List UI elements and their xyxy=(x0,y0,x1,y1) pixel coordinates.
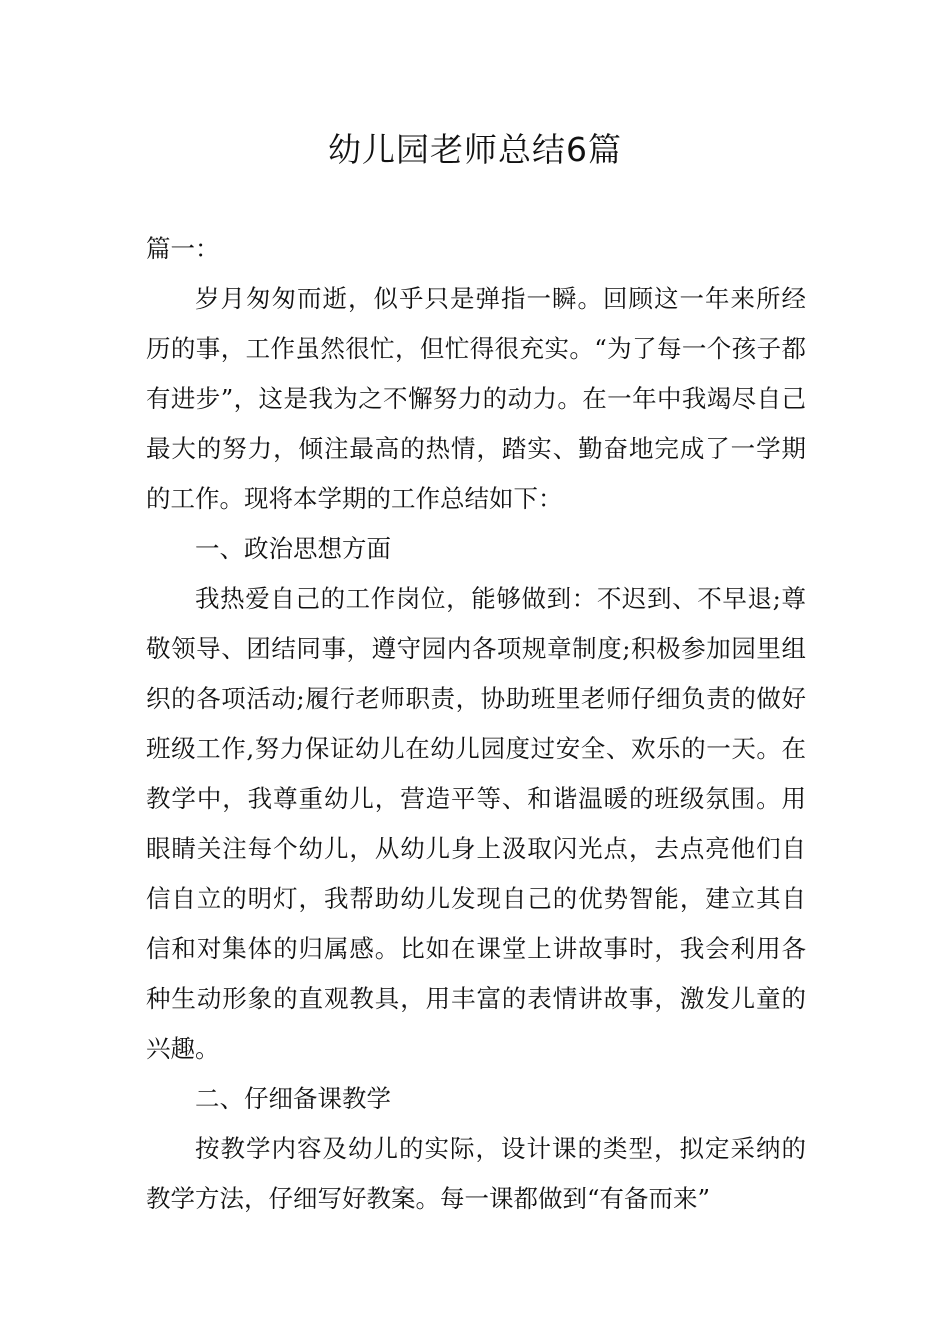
document-body xyxy=(146,224,806,1224)
paragraph-lesson-preparation: 按教学内容及幼儿的实际，设计课的类型，拟定采纳的教学方法，仔细写好教案。每一课都做到“有备而来” xyxy=(146,1134,806,1213)
paragraph-intro: 岁月匆匆而逝，似乎只是弹指一瞬。回顾这一年来所经历的事，工作虽然很忙，但忙得很充实。“为了每一个孩子都有进步”，这是我为之不懈努力的动力。在一年中我竭尽自己最大的努力，倾注最高的热情，踏实、勤奋地完成了一学期的工作。现将本学期的工作总结如下： xyxy=(146,284,806,513)
heading-lesson-preparation: 二、仔细备课教学 xyxy=(195,1084,391,1113)
document-title: 幼儿园老师总结6篇 xyxy=(328,130,622,169)
heading-political-thought: 一、政治思想方面 xyxy=(195,534,391,563)
paragraph-political-thought: 我热爱自己的工作岗位，能够做到：不迟到、不早退;尊敬领导、团结同事，遵守园内各项规章制度;积极参加园里组织的各项活动;履行老师职责，协助班里老师仔细负责的做好班级工作,努力保证幼儿在幼儿园度过安全、欢乐的一天。在教学中，我尊重幼儿，营造平等、和谐温暖的班级氛围。用眼睛关注每个幼儿，从幼儿身上汲取闪光点，去点亮他们自信自立的明灯，我帮助幼儿发现自己的优势智能，建立其自信和对集体的归属感。比如在课堂上讲故事时，我会利用各种生动形象的直观教具，用丰富的表情讲故事，激发儿童的兴趣。 xyxy=(146,584,806,1063)
section-label: 篇一： xyxy=(146,234,220,263)
